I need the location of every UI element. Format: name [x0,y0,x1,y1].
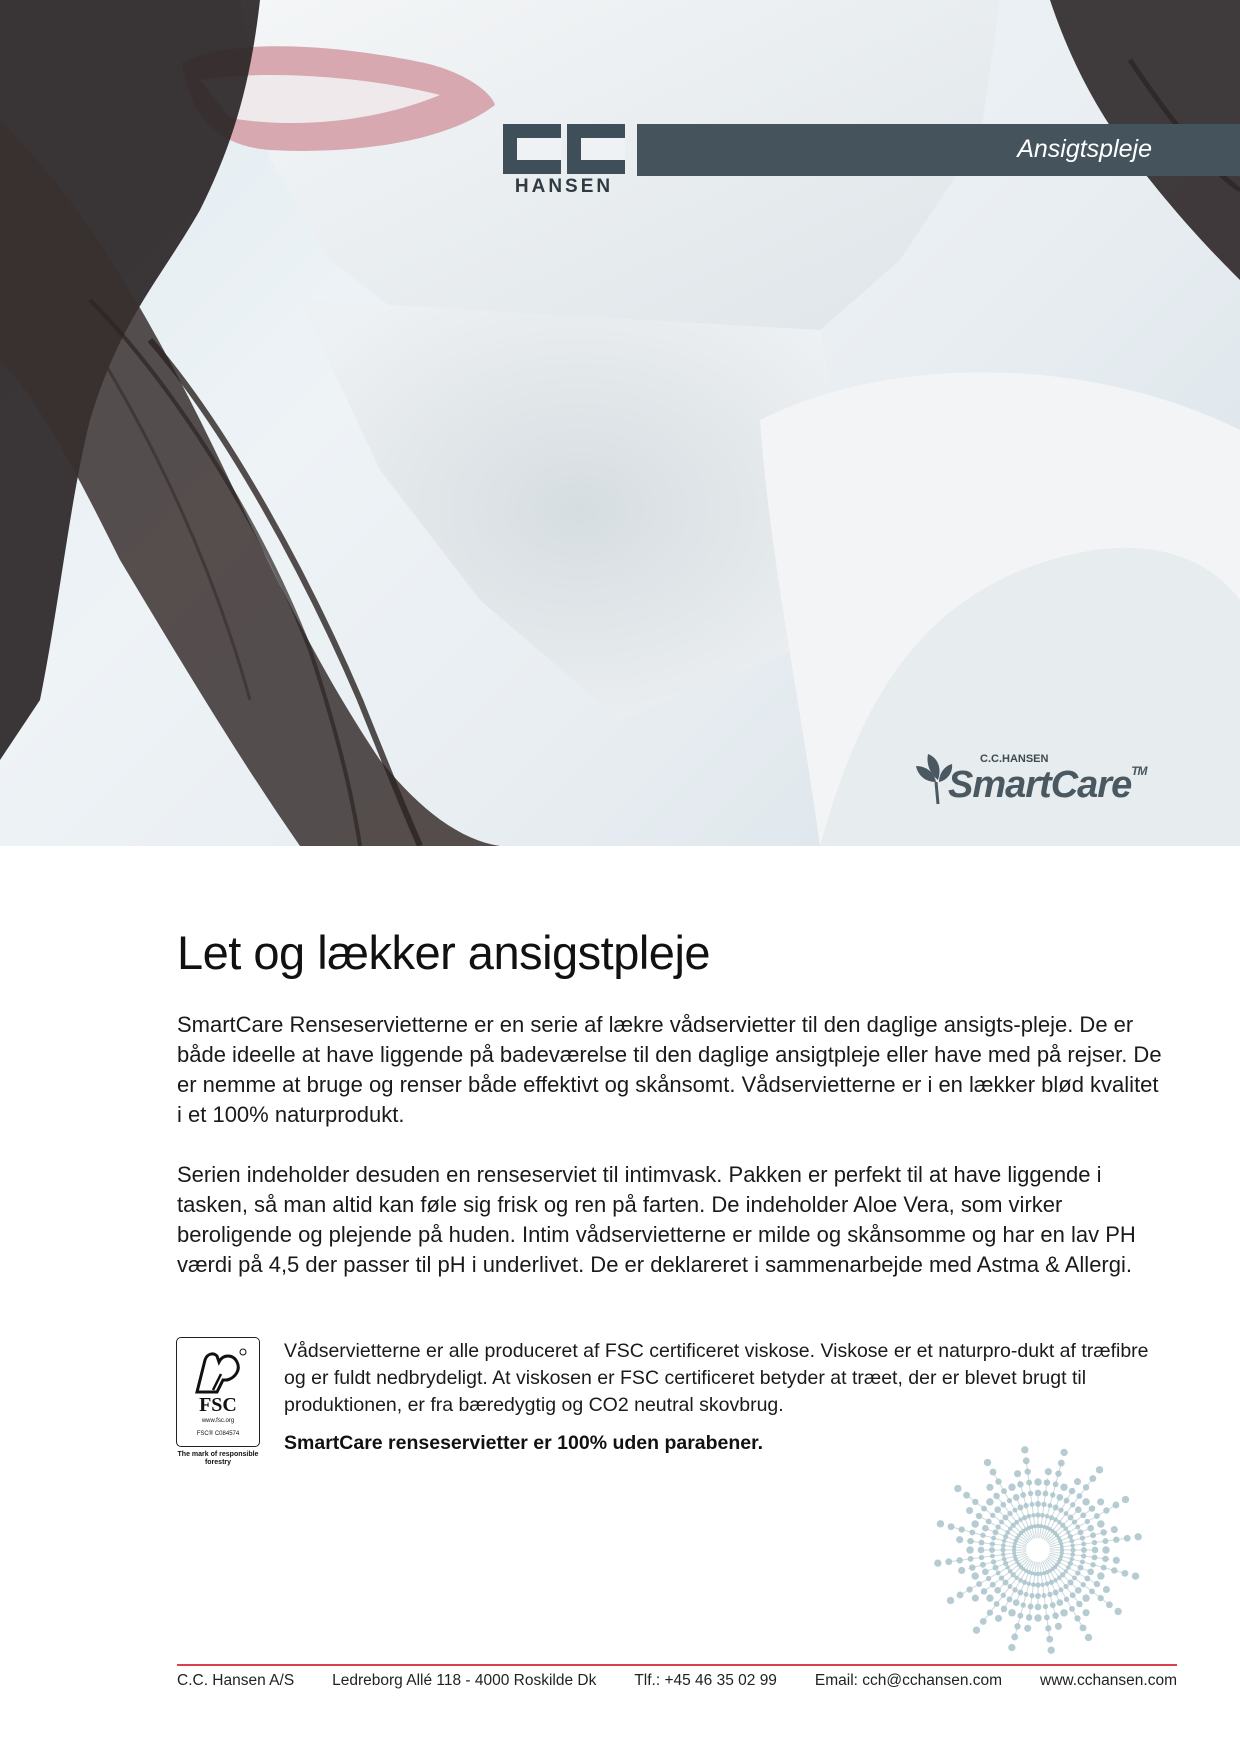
footer-address: Ledreborg Allé 118 - 4000 Roskilde Dk [332,1672,597,1689]
intro-paragraph: SmartCare Renseservietterne er en serie af lækre vådservietter til den daglige ansigts-pleje. De er både ideelle at have liggende på badeværelse til den daglige ansigtpleje eller have med på rejser. De er nemme at bruge og renser både effektivt og skånsomt. Vådservietterne er i en lækker blød kvalitet i et 100% naturprodukt. [177,1012,1162,1127]
footer-phone: Tlf.: +45 46 35 02 99 [634,1672,777,1689]
footer [177,1672,1177,1690]
trademark: TM [1131,764,1147,778]
smartcare-name-text: SmartCare [948,764,1132,806]
logo-wordmark: HANSEN [514,176,614,197]
dotted-burst-decoration [918,1440,1158,1660]
smartcare-logo [912,750,1152,810]
fsc-tagline: The mark of responsible forestry [177,1451,259,1466]
logo-mark [503,124,625,174]
page-title: Let og lækker ansigstpleje [177,926,711,979]
category-label: Ansigtspleje [1017,135,1152,163]
fsc-tree-icon [177,1340,259,1400]
footer-email[interactable]: Email: cch@cchansen.com [814,1672,1003,1689]
hero-photo [0,0,1240,846]
fsc-code: FSC® C084574 [196,1431,240,1437]
footer-company: C.C. Hansen A/S [177,1672,295,1689]
smartcare-name [948,764,1147,807]
logo-c-block [567,124,625,174]
fsc-logo [176,1337,260,1447]
footer-rule [177,1664,1177,1666]
footer-web-link[interactable]: www.cchansen.com [1040,1672,1177,1689]
fsc-url: www.fsc.org [201,1418,235,1424]
logo-c-block [503,124,561,174]
cc-hansen-logo [503,124,625,200]
intimate-paragraph: Serien indeholder desuden en renseserviet til intimvask. Pakken er perfekt til at have liggende i tasken, så man altid kan føle sig frisk og ren på farten. De indeholder Aloe Vera, som virker beroligende og plejende på huden. Intim vådservietterne er milde og skånsomme og har en lav PH værdi på 4,5 der passer til pH i underlivet. De er deklareret i sammenarbejde med Astma & Allergi. [177,1162,1136,1277]
fsc-paragraph: Vådservietterne er alle produceret af FSC certificeret viskose. Viskose er et naturpro-dukt af træfibre og er fuldt nedbrydeligt. At viskosen er FSC certificeret betyder at træet, der er blevet brugt til produktionen, er fra bæredygtig og CO2 neutral skovbrug. [284,1340,1149,1416]
category-banner [637,124,1240,176]
smartcare-brand: C.C.HANSEN [980,753,1049,765]
fsc-wordmark: FSC [199,1394,237,1416]
paraben-statement: SmartCare renseservietter er 100% uden parabener. [284,1432,764,1454]
